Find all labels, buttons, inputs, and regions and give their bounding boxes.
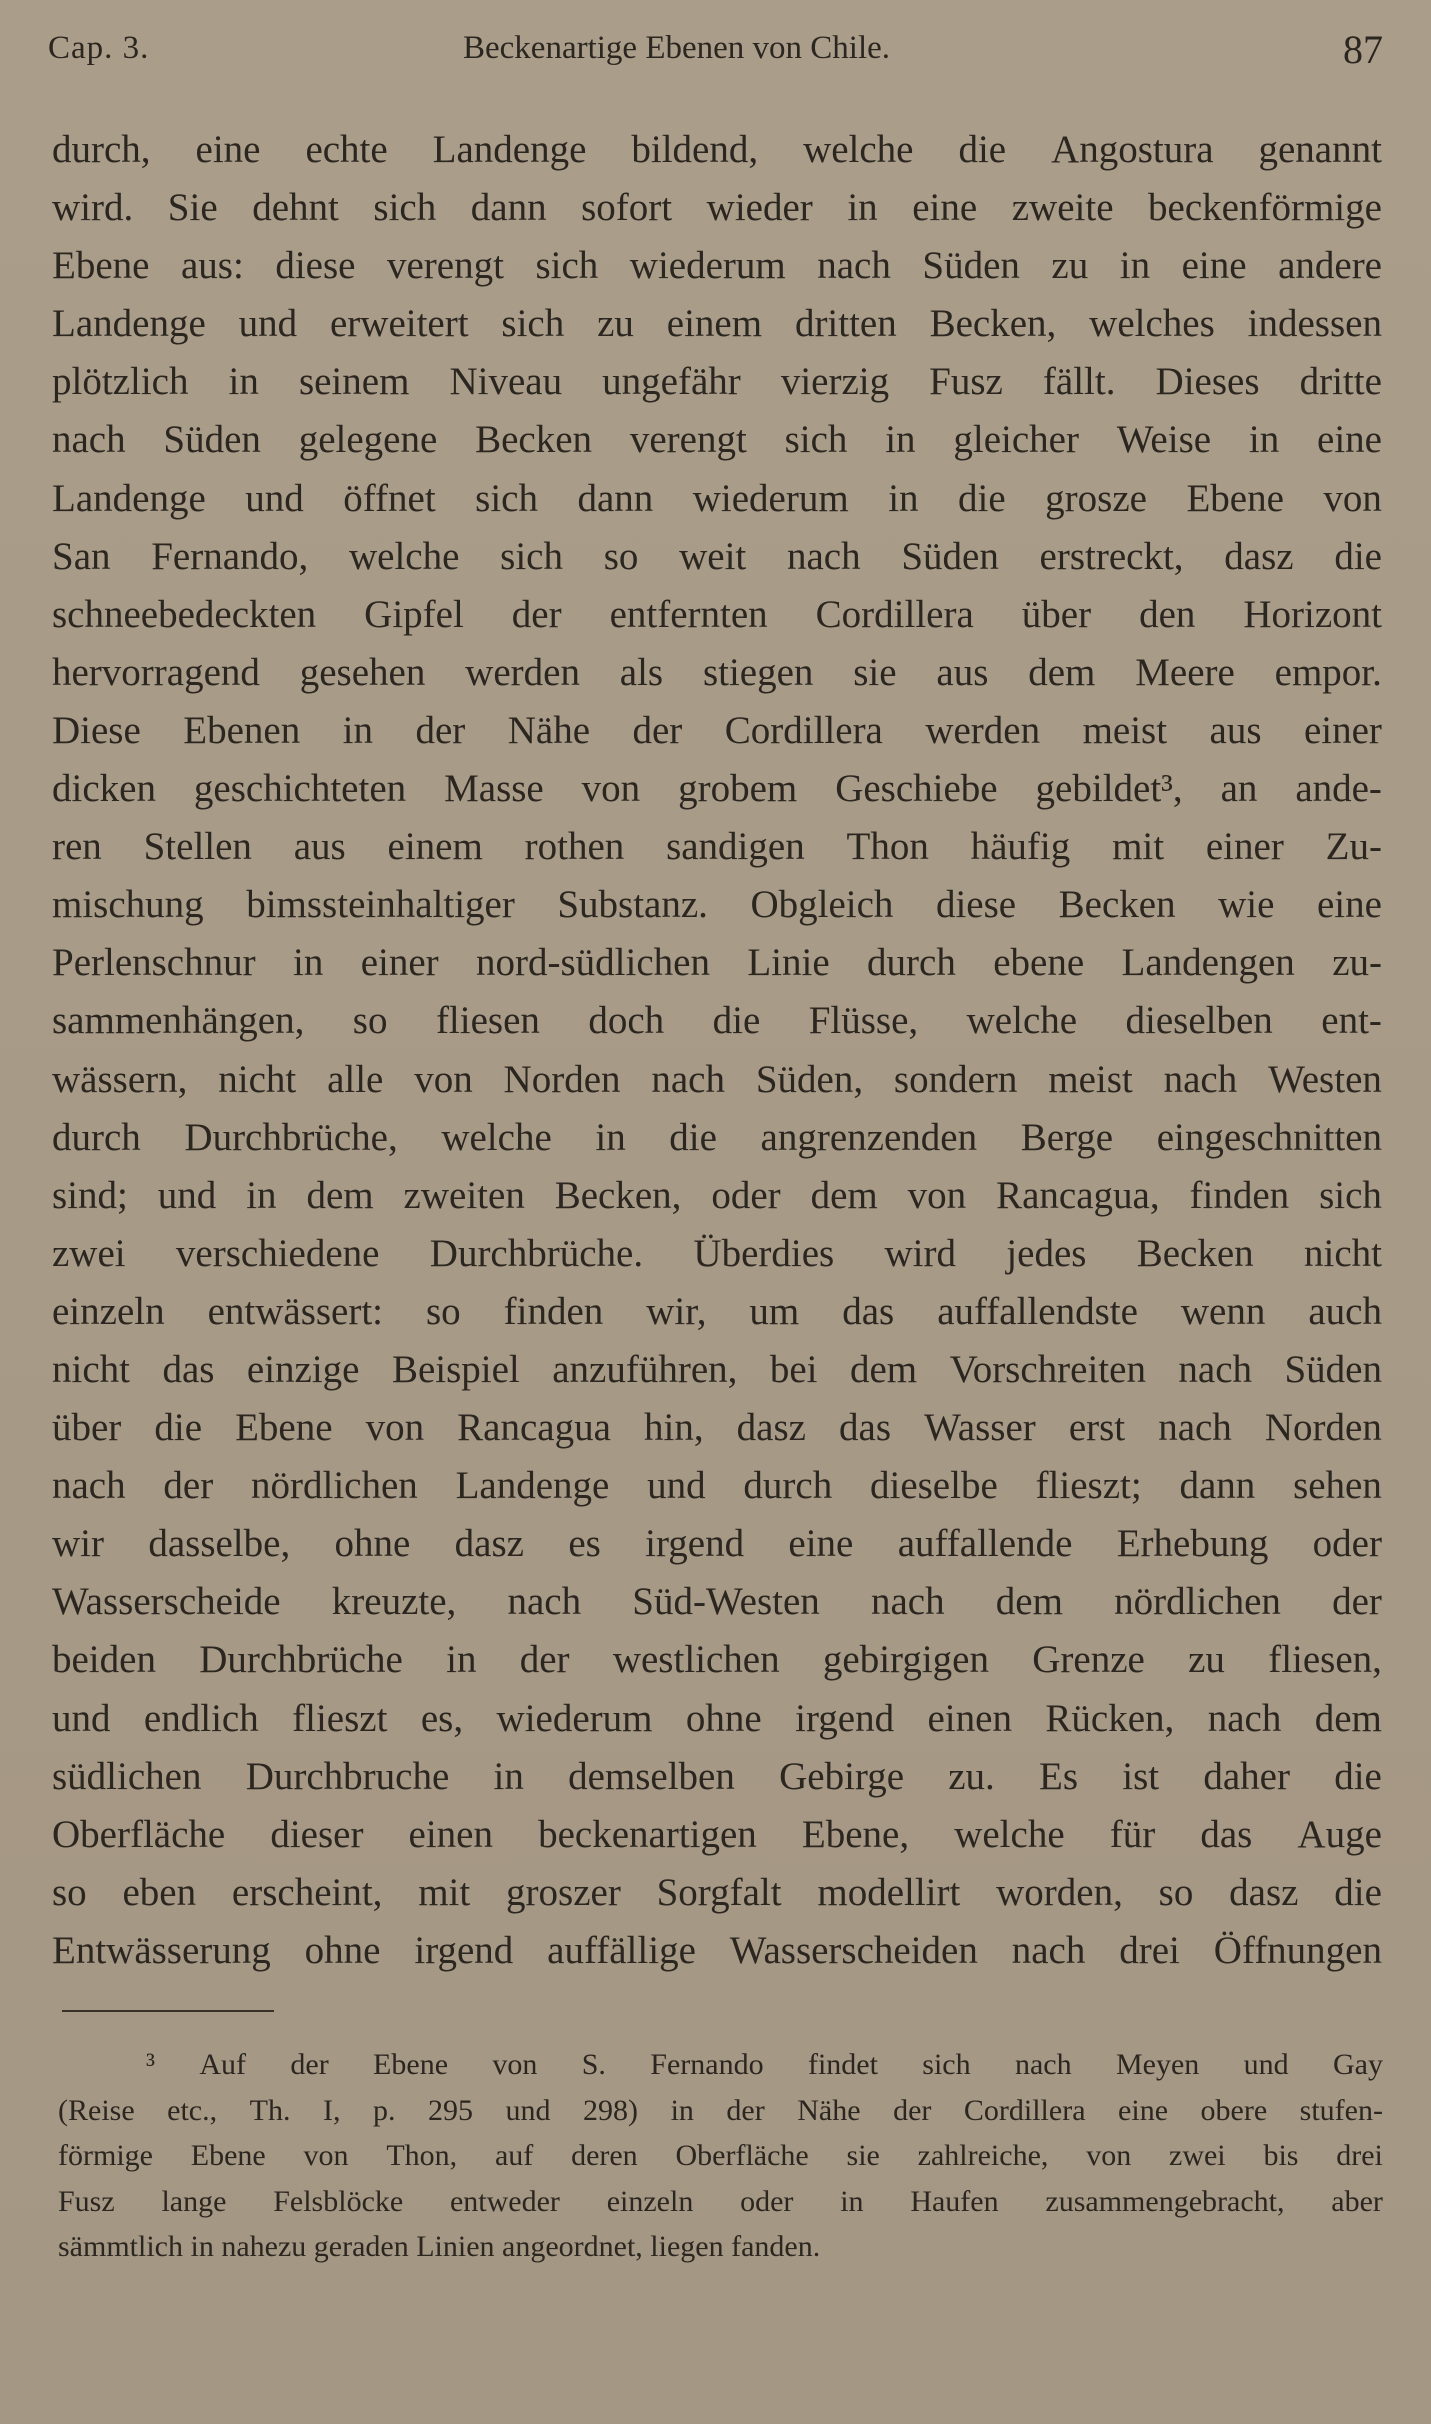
body-line: durch, eine echte Landenge bildend, welche die Angostura genannt: [52, 128, 1382, 171]
chapter-label: Cap. 3.: [48, 30, 150, 66]
body-line: zwei verschiedene Durchbrüche. Überdies wird jedes Becken nicht: [52, 1231, 1382, 1275]
body-line: San Fernando, welche sich so weit nach Süden erstreckt, dasz die: [52, 534, 1382, 578]
body-line: wir dasselbe, ohne dasz es irgend eine auffallende Erhebung oder: [52, 1522, 1382, 1566]
body-line: durch Durchbrüche, welche in die angrenzenden Berge eingeschnitten: [52, 1115, 1382, 1159]
body-line: plötzlich in seinem Niveau ungefähr vierzig Fusz fällt. Dieses dritte: [52, 360, 1382, 404]
body-line: schneebedeckten Gipfel der entfernten Cordillera über den Horizont: [52, 592, 1382, 636]
page-number: 87: [1343, 27, 1383, 72]
body-line: Wasserscheide kreuzte, nach Süd-Westen nach dem nördlichen der: [52, 1580, 1382, 1624]
body-line: Entwässerung ohne irgend auffällige Wasserscheiden nach drei Öffnungen: [52, 1928, 1382, 1972]
body-line: beiden Durchbrüche in der westlichen gebirgigen Grenze zu fliesen,: [52, 1638, 1382, 1682]
body-line: sammenhängen, so fliesen doch die Flüsse, welche dieselben ent-: [52, 999, 1382, 1043]
footnote-line: ³ Auf der Ebene von S. Fernando findet sich nach Meyen und Gay: [146, 2048, 1383, 2081]
body-line: nach Süden gelegene Becken verengt sich in gleicher Weise in eine: [52, 418, 1382, 462]
body-line: dicken geschichteten Masse von grobem Geschiebe gebildet³, an ande-: [52, 767, 1382, 811]
running-title: Beckenartige Ebenen von Chile.: [463, 30, 891, 66]
body-line: Diese Ebenen in der Nähe der Cordillera werden meist aus einer: [52, 708, 1382, 752]
body-line: ren Stellen aus einem rothen sandigen Thon häufig mit einer Zu-: [52, 825, 1382, 869]
footnote-separator: [62, 2010, 274, 2012]
body-line: wird. Sie dehnt sich dann sofort wieder in eine zweite beckenförmige: [52, 186, 1382, 230]
footnote-line: förmige Ebene von Thon, auf deren Oberfläche sie zahlreiche, von zwei bis drei: [58, 2139, 1383, 2172]
body-line: über die Ebene von Rancagua hin, dasz das Wasser erst nach Norden: [52, 1406, 1382, 1450]
body-line: südlichen Durchbruche in demselben Gebirge zu. Es ist daher die: [52, 1754, 1382, 1798]
body-line: und endlich flieszt es, wiederum ohne irgend einen Rücken, nach dem: [52, 1696, 1382, 1740]
footnote-line: sämmtlich in nahezu geraden Linien angeordnet, liegen fanden.: [58, 2230, 821, 2263]
body-line: Landenge und öffnet sich dann wiederum in die grosze Ebene von: [52, 476, 1382, 520]
body-line: hervorragend gesehen werden als stiegen sie aus dem Meere empor.: [52, 650, 1382, 694]
body-line: sind; und in dem zweiten Becken, oder dem von Rancagua, finden sich: [52, 1173, 1382, 1217]
body-line: nicht das einzige Beispiel anzuführen, bei dem Vorschreiten nach Süden: [52, 1347, 1382, 1391]
body-line: mischung bimssteinhaltiger Substanz. Obgleich diese Becken wie eine: [52, 883, 1382, 927]
body-line: so eben erscheint, mit groszer Sorgfalt modellirt worden, so dasz die: [52, 1870, 1382, 1914]
body-line: Oberfläche dieser einen beckenartigen Ebene, welche für das Auge: [52, 1812, 1382, 1856]
footnote: [58, 2042, 1383, 2270]
running-header: [48, 27, 1383, 86]
body-line: Landenge und erweitert sich zu einem dritten Becken, welches indessen: [52, 302, 1382, 346]
body-line: Perlenschnur in einer nord-südlichen Linie durch ebene Landengen zu-: [52, 941, 1382, 985]
body-line: einzeln entwässert: so finden wir, um das auffallendste wenn auch: [52, 1289, 1382, 1333]
body-line: nach der nördlichen Landenge und durch dieselbe flieszt; dann sehen: [52, 1464, 1382, 1508]
footnote-line: (Reise etc., Th. I, p. 295 und 298) in der Nähe der Cordillera eine obere stufen-: [58, 2093, 1383, 2127]
body-line: wässern, nicht alle von Norden nach Süden, sondern meist nach Westen: [52, 1057, 1382, 1101]
body-line: Ebene aus: diese verengt sich wiederum nach Süden zu in eine andere: [52, 244, 1382, 288]
footnote-line: Fusz lange Felsblöcke entweder einzeln oder in Haufen zusammengebracht, aber: [58, 2184, 1383, 2218]
main-text: [52, 121, 1382, 1980]
